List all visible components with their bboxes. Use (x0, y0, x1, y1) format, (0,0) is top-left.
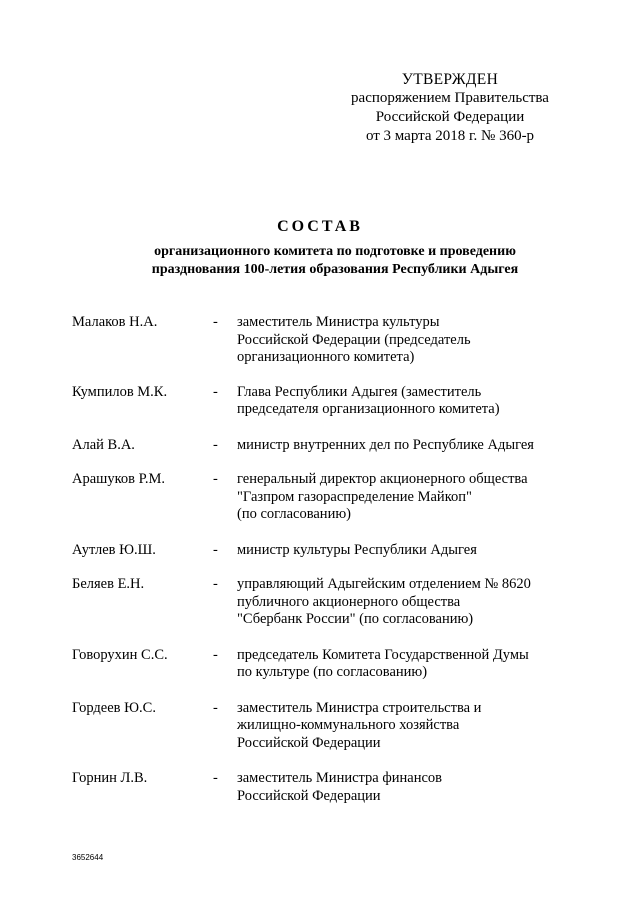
member-name: Арашуков Р.М. (72, 471, 165, 487)
approval-line-2: Российской Федерации (375, 109, 525, 125)
member-role-line: по культуре (по согласованию) (237, 664, 428, 680)
subheading-line-1: организационного комитета по подготовке и проведению (154, 244, 516, 259)
member-role-line: заместитель Министра культуры (237, 314, 440, 330)
member-role-line: "Газпром газораспределение Майкоп" (237, 488, 472, 505)
member-name: Беляев Е.Н. (72, 576, 145, 592)
member-name: Горнин Л.В. (72, 770, 148, 786)
member-name: Гордеев Ю.С. (72, 699, 156, 716)
member-row (0, 437, 640, 455)
document-subheading (80, 243, 590, 279)
member-role (237, 576, 557, 629)
member-dash: - (213, 541, 218, 558)
member-row (0, 384, 640, 419)
member-role-line: генеральный директор акционерного общества (237, 471, 528, 487)
member-name: Алай В.А. (72, 436, 135, 453)
member-role (237, 471, 557, 524)
member-dash: - (213, 699, 218, 716)
member-row (0, 647, 640, 682)
approval-block (330, 70, 570, 146)
member-role-line: публичного акционерного общества (237, 593, 461, 610)
approval-title: УТВЕРЖДЕН (401, 71, 499, 88)
member-role-line: Глава Республики Адыгея (заместитель (237, 383, 482, 400)
member-row (0, 770, 640, 805)
approval-line-1: распоряжением Правительства (351, 90, 549, 106)
member-role (237, 647, 557, 682)
member-name: Аутлев Ю.Ш. (72, 541, 156, 558)
member-role-line: Российской Федерации (председатель (237, 331, 471, 348)
member-role-line: министр внутренних дел по Республике Адыгея (237, 436, 534, 453)
member-row (0, 314, 640, 367)
document-number: 3652644 (72, 853, 104, 862)
member-row (0, 471, 640, 524)
member-dash: - (213, 383, 218, 400)
member-role-line: председателя организационного комитета) (237, 401, 500, 417)
members-list (0, 314, 640, 805)
member-role-line: управляющий Адыгейским отделением № 8620 (237, 576, 531, 592)
member-role (237, 314, 557, 367)
member-role (237, 542, 557, 560)
member-row (0, 576, 640, 629)
member-role (237, 770, 557, 805)
member-dash: - (213, 770, 218, 786)
member-role-line: председатель Комитета Государственной Думы (237, 646, 529, 663)
member-dash: - (213, 646, 218, 663)
member-role-line: (по согласованию) (237, 506, 351, 522)
subheading-line-2: празднования 100-летия образования Республики Адыгея (151, 262, 519, 277)
member-dash: - (213, 436, 218, 453)
member-name: Говорухин С.С. (72, 646, 168, 663)
member-role-line: жилищно-коммунального хозяйства (237, 717, 460, 733)
member-role (237, 437, 557, 455)
member-role (237, 384, 557, 419)
member-role-line: Российской Федерации (237, 787, 381, 804)
member-role-line: организационного комитета) (237, 349, 415, 365)
member-role-line: "Сбербанк России" (по согласованию) (237, 611, 474, 627)
member-row (0, 542, 640, 560)
approval-line-3: от 3 марта 2018 г. № 360-р (365, 128, 535, 144)
member-dash: - (213, 314, 218, 330)
member-dash: - (213, 471, 218, 487)
member-name: Малаков Н.А. (72, 314, 158, 330)
member-role-line: заместитель Министра строительства и (237, 699, 482, 716)
member-role-line: министр культуры Республики Адыгея (237, 541, 477, 558)
member-role (237, 700, 557, 753)
member-role-line: Российской Федерации (237, 734, 381, 751)
member-name: Кумпилов М.К. (72, 383, 168, 400)
member-row (0, 700, 640, 753)
member-role-line: заместитель Министра финансов (237, 770, 442, 786)
document-heading: СОСТАВ (277, 218, 363, 235)
member-dash: - (213, 576, 218, 592)
